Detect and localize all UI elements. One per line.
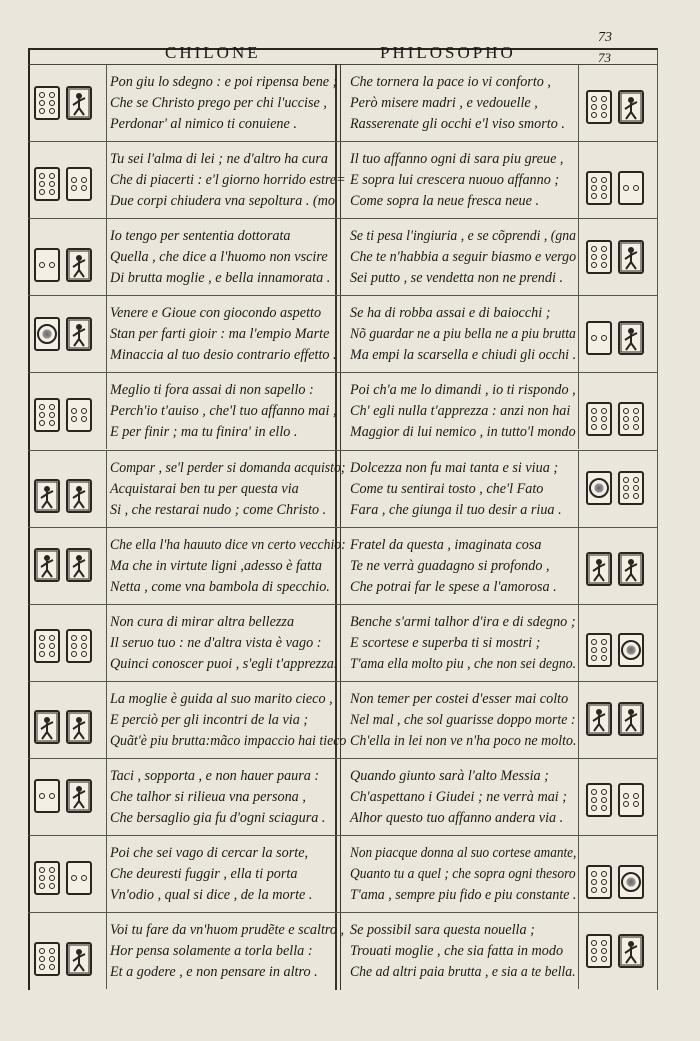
symbol-dots6-icon	[618, 471, 644, 505]
verse-line: Non piacque donna al suo cortese amante,	[350, 845, 577, 861]
row-separator	[28, 218, 658, 219]
row-separator	[28, 450, 658, 451]
left-icon-rule	[106, 372, 107, 449]
row-separator	[28, 141, 658, 142]
right-icons	[586, 171, 644, 205]
right-icons	[586, 702, 644, 736]
stanza-row	[28, 295, 658, 372]
left-icons	[34, 86, 92, 120]
symbol-fig-icon	[618, 702, 644, 736]
symbol-fig-icon	[618, 240, 644, 274]
symbol-dots6-icon	[34, 398, 60, 432]
left-icon-rule	[106, 295, 107, 372]
verse-line: Ch' egli nulla t'apprezza : anzi non hai	[350, 403, 571, 420]
verse-line: Poi ch'a me lo dimandi , io ti rispondo ,	[350, 382, 576, 399]
symbol-circle-icon	[618, 633, 644, 667]
symbol-dots6-icon	[586, 171, 612, 205]
left-stanza	[110, 149, 349, 212]
verse-line: Che tornera la pace io vi conforto ,	[350, 74, 551, 90]
stanza-row	[28, 681, 658, 758]
verse-line: Fratel da questa , imaginata cosa	[350, 536, 542, 553]
verse-line: Sei putto , se vendetta non ne prendi .	[350, 270, 564, 287]
left-stanza	[110, 72, 337, 135]
verse-line: Che di piacerti : e'l giorno horrido estre=	[110, 172, 346, 189]
verse-line: Se ti pesa l'ingiuria , e se cõprendi , (gna	[350, 228, 577, 245]
left-icon-rule	[106, 450, 107, 527]
verse-line: Ma empi la scarsella e chiudi gli occhi .	[350, 347, 577, 364]
symbol-fig-icon	[618, 90, 644, 124]
verse-line: Che te n'habbia a seguir biasmo e vergo	[350, 249, 577, 266]
left-icons	[34, 779, 92, 813]
left-icon-rule	[106, 604, 107, 681]
row-separator	[28, 758, 658, 759]
right-icons	[586, 633, 644, 667]
verse-line: Pon giu lo sdegno : e poi ripensa bene ;	[110, 74, 338, 90]
row-separator	[28, 604, 658, 605]
symbol-dots6-icon	[34, 86, 60, 120]
left-stanza	[110, 303, 337, 366]
symbol-fig-icon	[66, 248, 92, 282]
verse-line: La moglie è guida al suo marito cieco ,	[110, 690, 333, 707]
verse-line: Minaccia al tuo desio contrario effetto .	[110, 347, 337, 364]
left-icons	[34, 479, 92, 513]
symbol-dots6-icon	[586, 865, 612, 899]
symbol-dots6-icon	[34, 629, 60, 663]
left-icons	[34, 167, 92, 201]
right-icon-rule	[578, 141, 579, 218]
left-icons	[34, 710, 92, 744]
verse-line: Benche s'armi talhor d'ira e di sdegno ;	[350, 613, 576, 630]
symbol-dots6-icon	[586, 783, 612, 817]
left-icon-rule	[106, 681, 107, 758]
verse-line: Trouati moglie , che sia fatta in modo	[350, 943, 564, 960]
right-icon-rule	[578, 912, 579, 989]
symbol-dots2-icon	[586, 321, 612, 355]
right-stanza	[350, 766, 567, 829]
verse-line: Che ella l'ha hauuto dice vn certo vecchio:	[110, 536, 346, 553]
symbol-circle-icon	[34, 317, 60, 351]
symbol-fig-icon	[66, 86, 92, 120]
verse-line: Perch'io t'auiso , che'l tuo affanno mai ,	[110, 403, 337, 420]
row-separator	[28, 295, 658, 296]
left-icon-rule	[106, 527, 107, 604]
right-icons	[586, 865, 644, 899]
symbol-dots4-icon	[618, 783, 644, 817]
symbol-circle-icon	[586, 471, 612, 505]
left-stanza	[110, 535, 354, 598]
verse-line: Che bersaglio gia fu d'ogni sciagura .	[110, 809, 326, 826]
right-icon-rule	[578, 681, 579, 758]
right-stanza	[350, 226, 583, 289]
verse-line: Vn'odio , qual si dice , de la morte .	[110, 887, 313, 903]
verse-line: Io tengo per sententia dottorata	[110, 228, 291, 245]
verse-line: Hor pensa solamente a torla bella :	[110, 943, 313, 960]
right-icons	[586, 934, 644, 968]
right-stanza	[350, 843, 592, 906]
verse-line: E sopra lui crescera nuouo affanno ;	[350, 172, 560, 189]
symbol-dots4-icon	[66, 398, 92, 432]
symbol-dots6-icon	[586, 934, 612, 968]
header-left-title: CHILONE	[165, 43, 261, 62]
verse-line: Ch'ella in lei non ve n'ha poco ne molto.	[350, 732, 577, 749]
stanza-row	[28, 758, 658, 835]
left-icon-rule	[106, 141, 107, 218]
right-stanza	[350, 612, 584, 675]
symbol-fig-icon	[66, 548, 92, 582]
verse-line: Il tuo affanno ogni di sara piu greue ,	[350, 151, 564, 168]
left-icons	[34, 942, 92, 976]
symbol-dots6-icon	[618, 402, 644, 436]
stanza-row	[28, 372, 658, 449]
left-stanza	[110, 843, 312, 906]
stanza-row	[28, 450, 658, 527]
symbol-dots6-icon	[34, 167, 60, 201]
right-stanza	[350, 149, 563, 212]
row-separator	[28, 835, 658, 836]
symbol-dots2-icon	[618, 171, 644, 205]
right-icon-rule	[578, 372, 579, 449]
verse-line: Nel mal , che sol guarisse doppo morte :	[350, 711, 576, 728]
verse-line: Maggior di lui nemico , in tutto'l mondo	[350, 424, 576, 441]
verse-line: Come sopra la neue fresca neue .	[350, 193, 539, 210]
right-icon-rule	[578, 295, 579, 372]
verse-line: Stan per farti gioir : ma l'empio Marte	[110, 326, 330, 343]
symbol-fig-icon	[618, 552, 644, 586]
verse-line: Quinci conoscer puoi , s'egli t'apprezza.	[110, 655, 338, 672]
left-icon-rule	[106, 912, 107, 989]
left-stanza	[110, 920, 344, 983]
stanza-row	[28, 218, 658, 295]
verse-line: Acquistarai ben tu per questa via	[110, 480, 299, 497]
verse-line: Che talhor si rilieua vna persona ,	[110, 788, 306, 805]
left-icon-rule	[106, 835, 107, 912]
symbol-fig-icon	[66, 710, 92, 744]
symbol-fig-icon	[586, 702, 612, 736]
row-separator	[28, 681, 658, 682]
verse-line: Quando giunto sarà l'alto Messia ;	[350, 767, 549, 784]
verse-line: Compar , se'l perder si domanda acquisto;	[110, 459, 346, 476]
verse-line: T'ama , sempre piu fido e piu constante .	[350, 887, 577, 903]
verse-line: Due corpi chiudera vna sepoltura . (mo	[110, 193, 335, 210]
verse-line: E scortese e superba ti si mostri ;	[350, 634, 541, 651]
verse-line: Nõ guardar ne a piu bella ne a piu brutta	[350, 326, 576, 343]
verse-line: Che deuresti fuggir , ella ti porta	[110, 866, 298, 882]
right-icon-rule	[578, 64, 579, 141]
right-stanza	[350, 458, 562, 521]
right-stanza	[350, 535, 557, 598]
right-stanza	[350, 920, 583, 983]
symbol-fig-icon	[618, 934, 644, 968]
symbol-fig-icon	[34, 710, 60, 744]
right-stanza	[350, 689, 581, 752]
right-icon-rule	[578, 527, 579, 604]
stanza-row	[28, 64, 658, 141]
right-icons	[586, 783, 644, 817]
left-stanza	[110, 380, 337, 443]
verse-line: Quella , che dice a l'huomo non vscire	[110, 249, 328, 266]
verse-line: Meglio ti fora assai di non sapello :	[110, 382, 314, 399]
verse-line: Di brutta moglie , e bella innamorata .	[110, 270, 331, 287]
page-number: 73	[598, 30, 612, 45]
row-separator	[28, 372, 658, 373]
verse-line: Se possibil sara questa nouella ;	[350, 922, 535, 939]
verse-line: Quãt'è piu brutta:mãco impaccio hai tieco	[110, 732, 347, 749]
symbol-fig-icon	[66, 779, 92, 813]
left-icons	[34, 398, 92, 432]
verse-line: Se ha di robba assai e di baiocchi ;	[350, 305, 551, 322]
verse-line: Voi tu fare da vn'huom prudẽte e scaltro ,	[110, 922, 345, 939]
right-icon-rule	[578, 835, 579, 912]
symbol-dots4-icon	[66, 167, 92, 201]
verse-line: Perdonar' al nimico ti conuiene .	[110, 116, 297, 132]
symbol-fig-icon	[618, 321, 644, 355]
symbol-fig-icon	[66, 479, 92, 513]
left-stanza	[110, 689, 351, 752]
verse-line: Il seruo tuo : ne d'altra vista è vago :	[110, 634, 322, 651]
stanza-row	[28, 835, 658, 912]
right-icons	[586, 90, 644, 124]
left-icons	[34, 248, 92, 282]
symbol-dots2-icon	[34, 779, 60, 813]
right-icon-rule	[578, 604, 579, 681]
verse-line: Fara , che giunga il tuo desir a riua .	[350, 501, 562, 518]
verse-line: Quanto tu a quel ; che sopra ogni thesoro	[350, 866, 576, 882]
stanza-row	[28, 912, 658, 989]
right-icons	[586, 471, 644, 505]
left-icons	[34, 317, 92, 351]
verse-line: Che potrai far le spese a l'amorosa .	[350, 578, 557, 595]
symbol-fig-icon	[586, 552, 612, 586]
verse-line: E per finir ; ma tu finira' in ello .	[110, 424, 298, 441]
verse-line: Poi che sei vago di cercar la sorte,	[110, 845, 309, 861]
verse-line: Però misere madri , e vedouelle ,	[350, 95, 538, 111]
symbol-dots2-icon	[66, 861, 92, 895]
left-stanza	[110, 612, 337, 675]
verse-line: T'ama ella molto piu , che non sei degno.	[350, 655, 576, 672]
right-icons	[586, 321, 644, 355]
symbol-fig-icon	[34, 479, 60, 513]
symbol-dots6-icon	[586, 240, 612, 274]
verse-line: Taci , sopporta , e non hauer paura :	[110, 767, 320, 784]
verse-line: Te ne verrà guadagno si profondo ,	[350, 557, 550, 574]
verse-line: Si , che restarai nudo ; come Christo .	[110, 501, 327, 518]
symbol-dots6-icon	[34, 942, 60, 976]
symbol-dots2-icon	[34, 248, 60, 282]
symbol-dots6-icon	[586, 90, 612, 124]
verse-line: Rasserenate gli occhi e'l viso smorto .	[350, 116, 565, 132]
row-separator	[28, 527, 658, 528]
verse-line: Come tu sentirai tosto , che'l Fato	[350, 480, 544, 497]
verse-line: Et a godere , e non pensare in altro .	[110, 964, 318, 981]
left-icons	[34, 548, 92, 582]
verse-line: Non cura di mirar altra bellezza	[110, 613, 295, 630]
verse-line: Ch'aspettano i Giudei ; ne verrà mai ;	[350, 788, 567, 805]
symbol-dots6-icon	[66, 629, 92, 663]
left-stanza	[110, 766, 325, 829]
stanza-row	[28, 141, 658, 218]
right-stanza	[350, 380, 578, 443]
right-stanza	[350, 72, 565, 135]
left-icon-rule	[106, 218, 107, 295]
left-icons	[34, 629, 92, 663]
verse-line: E perciò per gli incontri de la via ;	[110, 711, 309, 728]
stanza-row	[28, 527, 658, 604]
left-stanza	[110, 458, 353, 521]
verse-line: Non temer per costei d'esser mai colto	[350, 690, 569, 707]
verse-line: Netta , come vna bambola di specchio.	[110, 578, 330, 595]
verse-line: Dolcezza non fu mai tanta e si viua ;	[350, 459, 559, 476]
right-icons	[586, 240, 644, 274]
symbol-dots6-icon	[34, 861, 60, 895]
symbol-fig-icon	[66, 942, 92, 976]
verse-line: Ma che in virtute ligni ,adesso è fatta	[110, 557, 322, 574]
verse-line: Tu sei l'alma di lei ; ne d'altro ha cura	[110, 151, 328, 168]
verse-line: Alhor questo tuo affanno andera via .	[350, 809, 564, 826]
symbol-dots6-icon	[586, 402, 612, 436]
left-icon-rule	[106, 758, 107, 835]
header-right-title: PHILOSOPHO	[380, 43, 516, 62]
symbol-circle-icon	[618, 865, 644, 899]
left-icons	[34, 861, 92, 895]
right-icon-rule	[578, 758, 579, 835]
right-stanza	[350, 303, 585, 366]
row-separator	[28, 912, 658, 913]
symbol-fig-icon	[34, 548, 60, 582]
right-icon-rule	[578, 450, 579, 527]
verse-line: Che ad altri paia brutta , e sia a te bella.	[350, 964, 576, 981]
left-stanza	[110, 226, 330, 289]
verse-line: Che se Christo prego per chi l'uccise ,	[110, 95, 327, 111]
left-icon-rule	[106, 64, 107, 141]
symbol-fig-icon	[66, 317, 92, 351]
right-icon-rule	[578, 218, 579, 295]
stanza-row	[28, 604, 658, 681]
symbol-dots6-icon	[586, 633, 612, 667]
right-icons	[586, 402, 644, 436]
right-icons	[586, 552, 644, 586]
page-number-inner: 73	[598, 50, 611, 65]
verse-line: Venere e Gioue con giocondo aspetto	[110, 305, 322, 322]
running-header	[28, 43, 658, 65]
